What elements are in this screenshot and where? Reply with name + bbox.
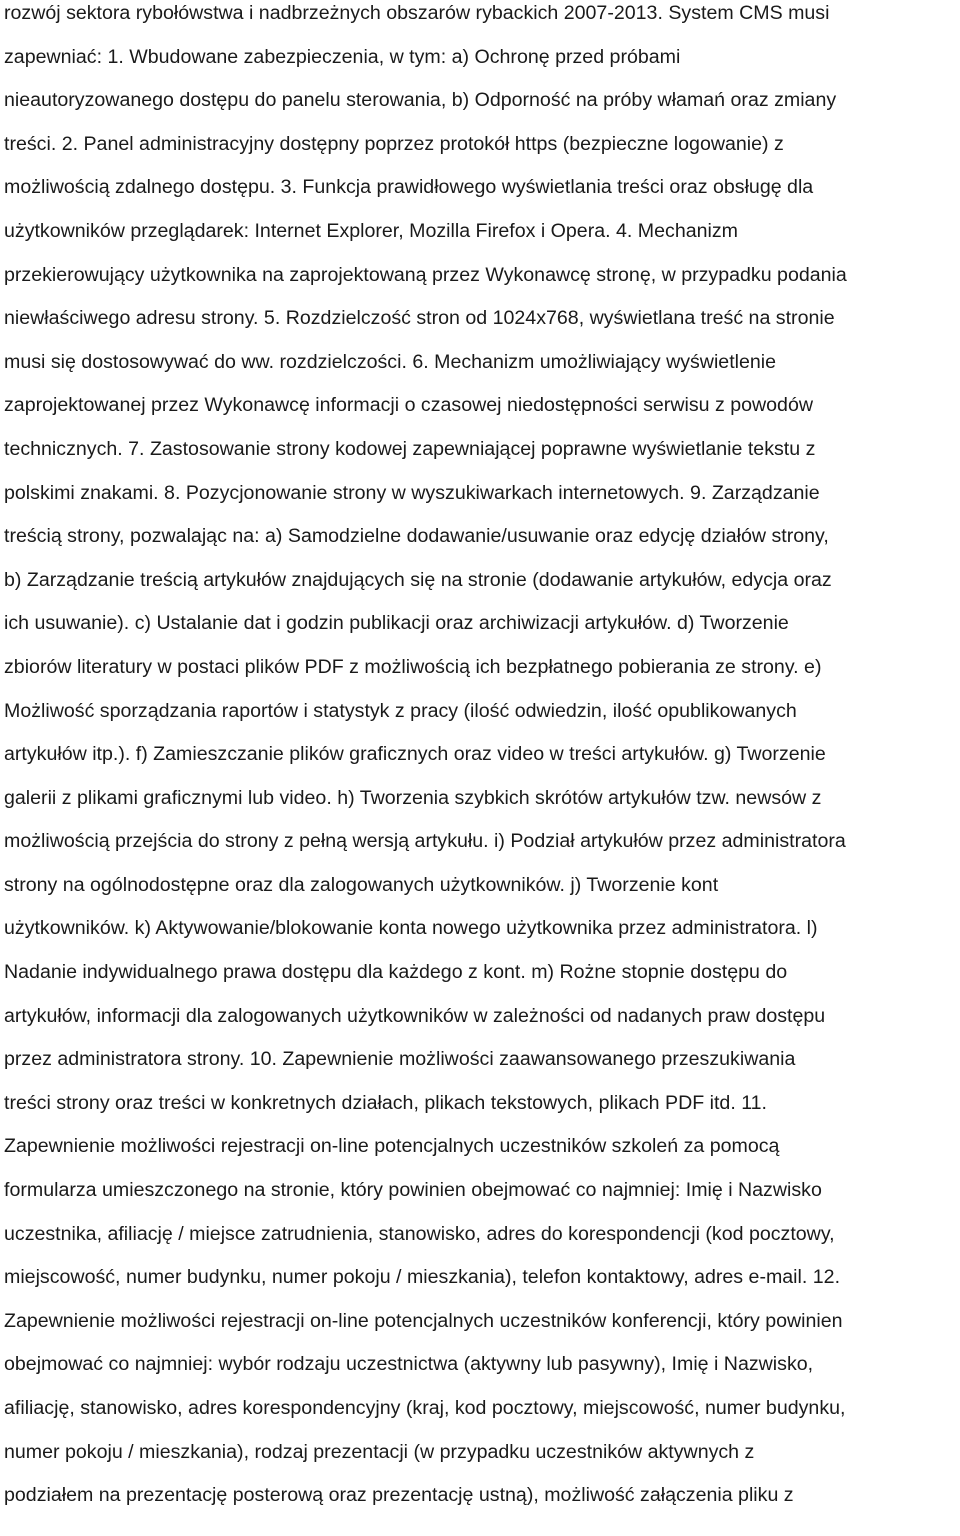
text-line: formularza umieszczonego na stronie, który powinien obejmować co najmniej: Imię i Nazwisko	[4, 1179, 822, 1202]
text-line: obejmować co najmniej: wybór rodzaju uczestnictwa (aktywny lub pasywny), Imię i Nazwisko,	[4, 1353, 814, 1376]
text-line: możliwością zdalnego dostępu. 3. Funkcja prawidłowego wyświetlania treści oraz obsługę dla	[4, 176, 814, 199]
text-line: treścią strony, pozwalając na: a) Samodzielne dodawanie/usuwanie oraz edycję działów strony,	[4, 525, 829, 548]
text-line: polskimi znakami. 8. Pozycjonowanie strony w wyszukiwarkach internetowych. 9. Zarządzanie	[4, 481, 820, 504]
text-line: treści. 2. Panel administracyjny dostępny poprzez protokół https (bezpieczne logowanie) z	[4, 132, 784, 155]
text-line: artykułów itp.). f) Zamieszczanie plików graficznych oraz video w treści artykułów. g) Tworzenie	[4, 743, 826, 766]
text-line: użytkowników. k) Aktywowanie/blokowanie konta nowego użytkownika przez administratora. l)	[4, 917, 818, 940]
text-line: przez administratora strony. 10. Zapewnienie możliwości zaawansowanego przeszukiwania	[4, 1048, 796, 1071]
text-line: Zapewnienie możliwości rejestracji on-line potencjalnych uczestników szkoleń za pomocą	[4, 1135, 780, 1158]
text-line: strony na ogólnodostępne oraz dla zalogowanych użytkowników. j) Tworzenie kont	[4, 873, 719, 896]
text-line: numer pokoju / mieszkania), rodzaj prezentacji (w przypadku uczestników aktywnych z	[4, 1440, 755, 1463]
text-line: technicznych. 7. Zastosowanie strony kodowej zapewniającej poprawne wyświetlanie tekstu z	[4, 437, 816, 460]
text-line: podziałem na prezentację posterową oraz prezentację ustną), możliwość załączenia pliku z	[4, 1484, 794, 1507]
text-line: artykułów, informacji dla zalogowanych użytkowników w zależności od nadanych praw dostępu	[4, 1004, 826, 1027]
text-line: użytkowników przeglądarek: Internet Explorer, Mozilla Firefox i Opera. 4. Mechanizm	[4, 219, 738, 242]
text-line: nieautoryzowanego dostępu do panelu sterowania, b) Odporność na próby włamań oraz zmiany	[4, 89, 837, 112]
text-line: musi się dostosowywać do ww. rozdzielczości. 6. Mechanizm umożliwiający wyświetlenie	[4, 350, 777, 373]
text-line: zaprojektowanej przez Wykonawcę informacji o czasowej niedostępności serwisu z powodów	[4, 394, 813, 417]
text-line: możliwością przejścia do strony z pełną wersją artykułu. i) Podział artykułów przez administratora	[4, 830, 846, 853]
text-line: zapewniać: 1. Wbudowane zabezpieczenia, w tym: a) Ochronę przed próbami	[4, 45, 681, 68]
text-line: galerii z plikami graficznymi lub video. h) Tworzenia szybkich skrótów artykułów tzw. newsów z	[4, 786, 822, 809]
text-line: Możliwość sporządzania raportów i statystyk z pracy (ilość odwiedzin, ilość opublikowanych	[4, 699, 797, 722]
text-line: ich usuwanie). c) Ustalanie dat i godzin publikacji oraz archiwizacji artykułów. d) Tworzenie	[4, 612, 789, 635]
text-line: Nadanie indywidualnego prawa dostępu dla każdego z kont. m) Rożne stopnie dostępu do	[4, 961, 788, 984]
text-line: niewłaściwego adresu strony. 5. Rozdzielczość stron od 1024x768, wyświetlana treść na stronie	[4, 307, 835, 330]
document-body	[4, 0, 960, 1518]
text-line: afiliację, stanowisko, adres korespondencyjny (kraj, kod pocztowy, miejscowość, numer budynku,	[4, 1397, 846, 1419]
text-line: przekierowujący użytkownika na zaprojektowaną przez Wykonawcę stronę, w przypadku podania	[4, 263, 847, 286]
text-line: Zapewnienie możliwości rejestracji on-line potencjalnych uczestników konferencji, który powinien	[4, 1309, 843, 1332]
text-line: miejscowość, numer budynku, numer pokoju / mieszkania), telefon kontaktowy, adres e-mail. 12.	[4, 1266, 841, 1289]
text-line: uczestnika, afiliację / miejsce zatrudnienia, stanowisko, adres do korespondencji (kod pocztowy,	[4, 1222, 835, 1245]
text-line: b) Zarządzanie treścią artykułów znajdujących się na stronie (dodawanie artykułów, edycja oraz	[4, 568, 832, 591]
text-line: zbiorów literatury w postaci plików PDF z możliwością ich bezpłatnego pobierania ze strony. e)	[4, 655, 822, 678]
text-line: treści strony oraz treści w konkretnych działach, plikach tekstowych, plikach PDF itd. 11.	[4, 1091, 767, 1114]
text-line: rozwój sektora rybołówstwa i nadbrzeżnych obszarów rybackich 2007-2013. System CMS musi	[4, 2, 830, 24]
